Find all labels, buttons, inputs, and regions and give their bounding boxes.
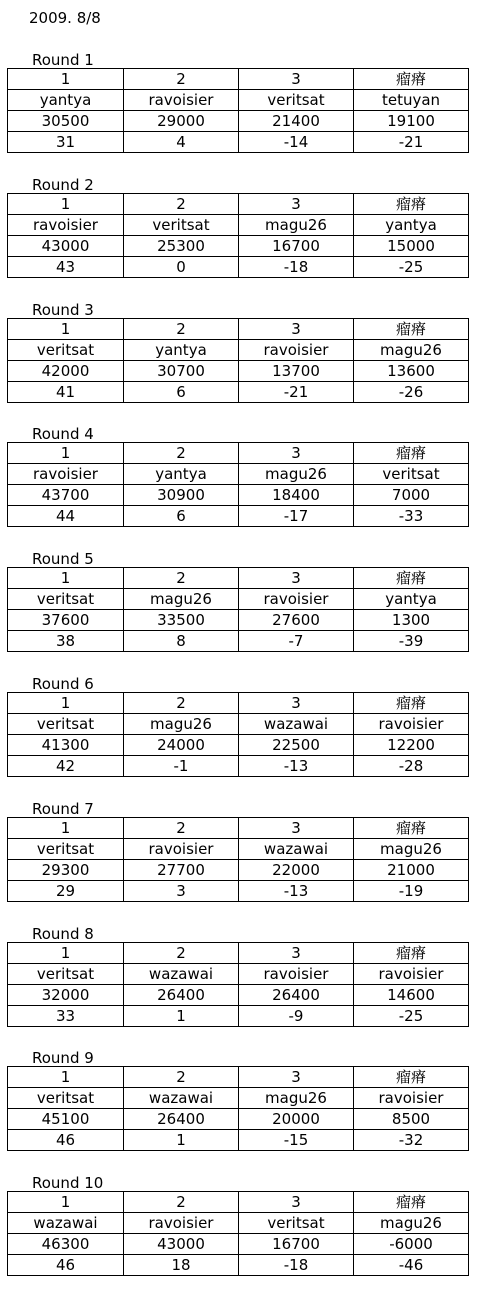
scores-row: [8, 610, 469, 631]
point-cell: -15: [239, 1130, 354, 1151]
rank-header-cell: 1: [8, 443, 124, 464]
rank-header-cell: 1: [8, 568, 124, 589]
rank-header-cell: 瘤瘠: [354, 1192, 469, 1213]
name-cell: ravoisier: [124, 90, 239, 111]
scores-row: [8, 1109, 469, 1130]
score-cell: 45100: [8, 1109, 124, 1130]
score-cell: 27600: [239, 610, 354, 631]
points-row: [8, 631, 469, 652]
name-cell: wazawai: [124, 964, 239, 985]
score-cell: 22500: [239, 735, 354, 756]
round-score-table: [7, 1066, 469, 1151]
score-cell: 13700: [239, 361, 354, 382]
rank-header-cell: 瘤瘠: [354, 443, 469, 464]
round-score-table: [7, 942, 469, 1027]
name-cell: magu26: [124, 589, 239, 610]
rank-header-cell: 瘤瘠: [354, 194, 469, 215]
name-cell: magu26: [354, 340, 469, 361]
rank-header-cell: 3: [239, 1067, 354, 1088]
rank-header-cell: 2: [124, 693, 239, 714]
rank-header-cell: 瘤瘠: [354, 943, 469, 964]
name-cell: ravoisier: [239, 340, 354, 361]
names-row: [8, 964, 469, 985]
score-cell: 29000: [124, 111, 239, 132]
score-cell: 37600: [8, 610, 124, 631]
round-title: Round 9: [32, 1049, 94, 1067]
point-cell: 8: [124, 631, 239, 652]
name-cell: veritsat: [8, 714, 124, 735]
name-cell: yantya: [8, 90, 124, 111]
name-cell: ravoisier: [354, 714, 469, 735]
name-cell: tetuyan: [354, 90, 469, 111]
rank-header-row: [8, 943, 469, 964]
score-cell: 43700: [8, 485, 124, 506]
score-cell: 30500: [8, 111, 124, 132]
round-score-table: [7, 692, 469, 777]
point-cell: -28: [354, 756, 469, 777]
point-cell: 46: [8, 1255, 124, 1276]
rank-header-cell: 瘤瘠: [354, 693, 469, 714]
points-row: [8, 1006, 469, 1027]
name-cell: magu26: [354, 839, 469, 860]
rank-header-row: [8, 69, 469, 90]
score-cell: 26400: [124, 985, 239, 1006]
name-cell: veritsat: [239, 90, 354, 111]
point-cell: 42: [8, 756, 124, 777]
name-cell: ravoisier: [239, 589, 354, 610]
point-cell: -1: [124, 756, 239, 777]
point-cell: -17: [239, 506, 354, 527]
point-cell: -18: [239, 257, 354, 278]
score-cell: 16700: [239, 1234, 354, 1255]
name-cell: magu26: [239, 1088, 354, 1109]
name-cell: yantya: [124, 340, 239, 361]
rank-header-row: [8, 1192, 469, 1213]
rank-header-cell: 3: [239, 693, 354, 714]
rank-header-cell: 3: [239, 818, 354, 839]
score-cell: 25300: [124, 236, 239, 257]
rank-header-cell: 瘤瘠: [354, 1067, 469, 1088]
point-cell: 38: [8, 631, 124, 652]
round-title: Round 7: [32, 800, 94, 818]
names-row: [8, 340, 469, 361]
scores-row: [8, 111, 469, 132]
rank-header-cell: 1: [8, 943, 124, 964]
point-cell: -39: [354, 631, 469, 652]
round-title: Round 8: [32, 925, 94, 943]
round-title: Round 6: [32, 675, 94, 693]
round-title: Round 1: [32, 51, 94, 69]
point-cell: 46: [8, 1130, 124, 1151]
rank-header-cell: 1: [8, 69, 124, 90]
point-cell: -14: [239, 132, 354, 153]
score-cell: 21000: [354, 860, 469, 881]
point-cell: -25: [354, 1006, 469, 1027]
point-cell: -7: [239, 631, 354, 652]
score-cell: 27700: [124, 860, 239, 881]
scores-row: [8, 485, 469, 506]
rank-header-cell: 1: [8, 1067, 124, 1088]
score-cell: 29300: [8, 860, 124, 881]
rank-header-cell: 瘤瘠: [354, 69, 469, 90]
round-title: Round 4: [32, 425, 94, 443]
scores-row: [8, 1234, 469, 1255]
name-cell: ravoisier: [8, 464, 124, 485]
rank-header-row: [8, 1067, 469, 1088]
point-cell: -33: [354, 506, 469, 527]
name-cell: magu26: [354, 1213, 469, 1234]
points-row: [8, 382, 469, 403]
score-cell: 18400: [239, 485, 354, 506]
rank-header-cell: 2: [124, 69, 239, 90]
scores-row: [8, 985, 469, 1006]
points-row: [8, 881, 469, 902]
rank-header-row: [8, 693, 469, 714]
rank-header-cell: 瘤瘠: [354, 568, 469, 589]
rank-header-cell: 2: [124, 1067, 239, 1088]
name-cell: veritsat: [8, 964, 124, 985]
points-row: [8, 1255, 469, 1276]
rank-header-cell: 1: [8, 194, 124, 215]
rank-header-cell: 瘤瘠: [354, 319, 469, 340]
rank-header-cell: 瘤瘠: [354, 818, 469, 839]
score-cell: 42000: [8, 361, 124, 382]
point-cell: 18: [124, 1255, 239, 1276]
names-row: [8, 90, 469, 111]
rank-header-cell: 3: [239, 319, 354, 340]
round-score-table: [7, 318, 469, 403]
score-cell: 32000: [8, 985, 124, 1006]
scores-row: [8, 735, 469, 756]
point-cell: 6: [124, 506, 239, 527]
rank-header-cell: 1: [8, 1192, 124, 1213]
name-cell: veritsat: [124, 215, 239, 236]
point-cell: 1: [124, 1006, 239, 1027]
scores-row: [8, 361, 469, 382]
score-cell: 43000: [8, 236, 124, 257]
round-score-table: [7, 1191, 469, 1276]
point-cell: 44: [8, 506, 124, 527]
name-cell: wazawai: [124, 1088, 239, 1109]
round-score-table: [7, 567, 469, 652]
round-score-table: [7, 68, 469, 153]
round-title: Round 3: [32, 301, 94, 319]
point-cell: 43: [8, 257, 124, 278]
name-cell: magu26: [239, 464, 354, 485]
names-row: [8, 839, 469, 860]
point-cell: -13: [239, 881, 354, 902]
score-cell: 16700: [239, 236, 354, 257]
point-cell: -18: [239, 1255, 354, 1276]
rank-header-row: [8, 443, 469, 464]
name-cell: ravoisier: [124, 1213, 239, 1234]
score-cell: 15000: [354, 236, 469, 257]
names-row: [8, 714, 469, 735]
page-date: 2009. 8/8: [29, 9, 101, 27]
score-cell: 13600: [354, 361, 469, 382]
point-cell: -46: [354, 1255, 469, 1276]
score-cell: 22000: [239, 860, 354, 881]
point-cell: 29: [8, 881, 124, 902]
point-cell: 3: [124, 881, 239, 902]
round-title: Round 2: [32, 176, 94, 194]
point-cell: -26: [354, 382, 469, 403]
names-row: [8, 215, 469, 236]
points-row: [8, 756, 469, 777]
point-cell: -21: [239, 382, 354, 403]
round-title: Round 10: [32, 1174, 104, 1192]
rank-header-cell: 2: [124, 818, 239, 839]
name-cell: ravoisier: [354, 964, 469, 985]
name-cell: wazawai: [239, 714, 354, 735]
score-cell: 20000: [239, 1109, 354, 1130]
score-cell: 30700: [124, 361, 239, 382]
score-cell: 30900: [124, 485, 239, 506]
name-cell: ravoisier: [8, 215, 124, 236]
rank-header-row: [8, 194, 469, 215]
name-cell: yantya: [354, 589, 469, 610]
name-cell: ravoisier: [354, 1088, 469, 1109]
rank-header-cell: 3: [239, 194, 354, 215]
name-cell: wazawai: [239, 839, 354, 860]
point-cell: 41: [8, 382, 124, 403]
point-cell: -13: [239, 756, 354, 777]
names-row: [8, 1088, 469, 1109]
name-cell: veritsat: [8, 340, 124, 361]
name-cell: veritsat: [8, 589, 124, 610]
points-row: [8, 132, 469, 153]
rank-header-cell: 2: [124, 943, 239, 964]
point-cell: 33: [8, 1006, 124, 1027]
rank-header-cell: 2: [124, 319, 239, 340]
rank-header-cell: 2: [124, 194, 239, 215]
name-cell: yantya: [354, 215, 469, 236]
point-cell: -25: [354, 257, 469, 278]
score-cell: 33500: [124, 610, 239, 631]
score-cell: 24000: [124, 735, 239, 756]
rank-header-cell: 1: [8, 319, 124, 340]
point-cell: -21: [354, 132, 469, 153]
rank-header-cell: 2: [124, 443, 239, 464]
names-row: [8, 464, 469, 485]
round-title: Round 5: [32, 550, 94, 568]
point-cell: 6: [124, 382, 239, 403]
rank-header-cell: 1: [8, 693, 124, 714]
rank-header-row: [8, 818, 469, 839]
round-score-table: [7, 817, 469, 902]
points-row: [8, 1130, 469, 1151]
score-cell: 41300: [8, 735, 124, 756]
names-row: [8, 1213, 469, 1234]
rank-header-cell: 3: [239, 568, 354, 589]
point-cell: -19: [354, 881, 469, 902]
round-score-table: [7, 442, 469, 527]
rank-header-cell: 3: [239, 943, 354, 964]
points-row: [8, 506, 469, 527]
rank-header-row: [8, 568, 469, 589]
rank-header-cell: 3: [239, 69, 354, 90]
score-cell: 43000: [124, 1234, 239, 1255]
name-cell: wazawai: [8, 1213, 124, 1234]
rank-header-cell: 2: [124, 1192, 239, 1213]
point-cell: -9: [239, 1006, 354, 1027]
name-cell: veritsat: [8, 1088, 124, 1109]
score-cell: -6000: [354, 1234, 469, 1255]
score-cell: 14600: [354, 985, 469, 1006]
name-cell: ravoisier: [239, 964, 354, 985]
round-score-table: [7, 193, 469, 278]
score-cell: 12200: [354, 735, 469, 756]
score-cell: 1300: [354, 610, 469, 631]
point-cell: 31: [8, 132, 124, 153]
point-cell: 0: [124, 257, 239, 278]
score-cell: 26400: [124, 1109, 239, 1130]
score-cell: 7000: [354, 485, 469, 506]
point-cell: -32: [354, 1130, 469, 1151]
score-cell: 26400: [239, 985, 354, 1006]
rank-header-cell: 2: [124, 568, 239, 589]
name-cell: ravoisier: [124, 839, 239, 860]
score-cell: 19100: [354, 111, 469, 132]
name-cell: magu26: [239, 215, 354, 236]
score-cell: 8500: [354, 1109, 469, 1130]
scores-row: [8, 236, 469, 257]
point-cell: 4: [124, 132, 239, 153]
name-cell: veritsat: [239, 1213, 354, 1234]
name-cell: magu26: [124, 714, 239, 735]
name-cell: veritsat: [8, 839, 124, 860]
rank-header-cell: 3: [239, 1192, 354, 1213]
name-cell: yantya: [124, 464, 239, 485]
name-cell: veritsat: [354, 464, 469, 485]
score-cell: 21400: [239, 111, 354, 132]
point-cell: 1: [124, 1130, 239, 1151]
scores-row: [8, 860, 469, 881]
names-row: [8, 589, 469, 610]
score-cell: 46300: [8, 1234, 124, 1255]
rank-header-row: [8, 319, 469, 340]
rank-header-cell: 3: [239, 443, 354, 464]
points-row: [8, 257, 469, 278]
rank-header-cell: 1: [8, 818, 124, 839]
